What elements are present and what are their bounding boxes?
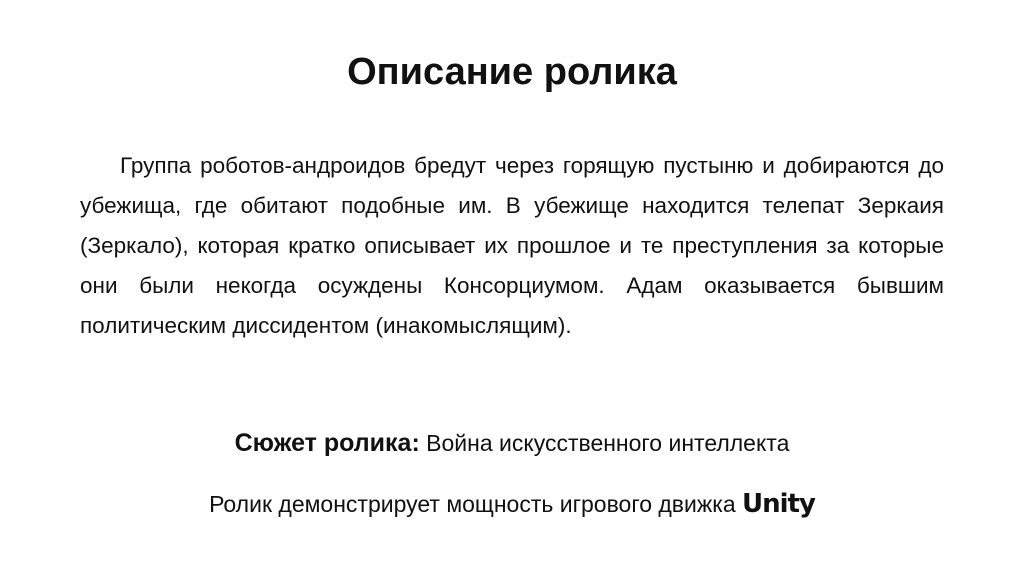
plot-text: Война искусственного интеллекта bbox=[426, 430, 790, 456]
description-paragraph: Группа роботов-андроидов бредут через горящую пустыню и добираются до убежища, где обитают подобные им. В убежище находится телепат Зеркаия (Зеркало), которая кратко описывает их прошлое и те преступления за которые они были некогда осуждены Консорциумом. Адам оказывается бывшим политическим диссидентом (инакомыслящим). bbox=[80, 153, 944, 338]
engine-name: Unity bbox=[742, 489, 815, 519]
engine-text: Ролик демонстрирует мощность игрового движка bbox=[209, 491, 736, 517]
plot-line bbox=[0, 423, 1024, 463]
slide-title: Описание ролика bbox=[347, 51, 677, 93]
engine-line bbox=[0, 484, 1024, 524]
plot-label: Сюжет ролика: bbox=[234, 429, 420, 457]
